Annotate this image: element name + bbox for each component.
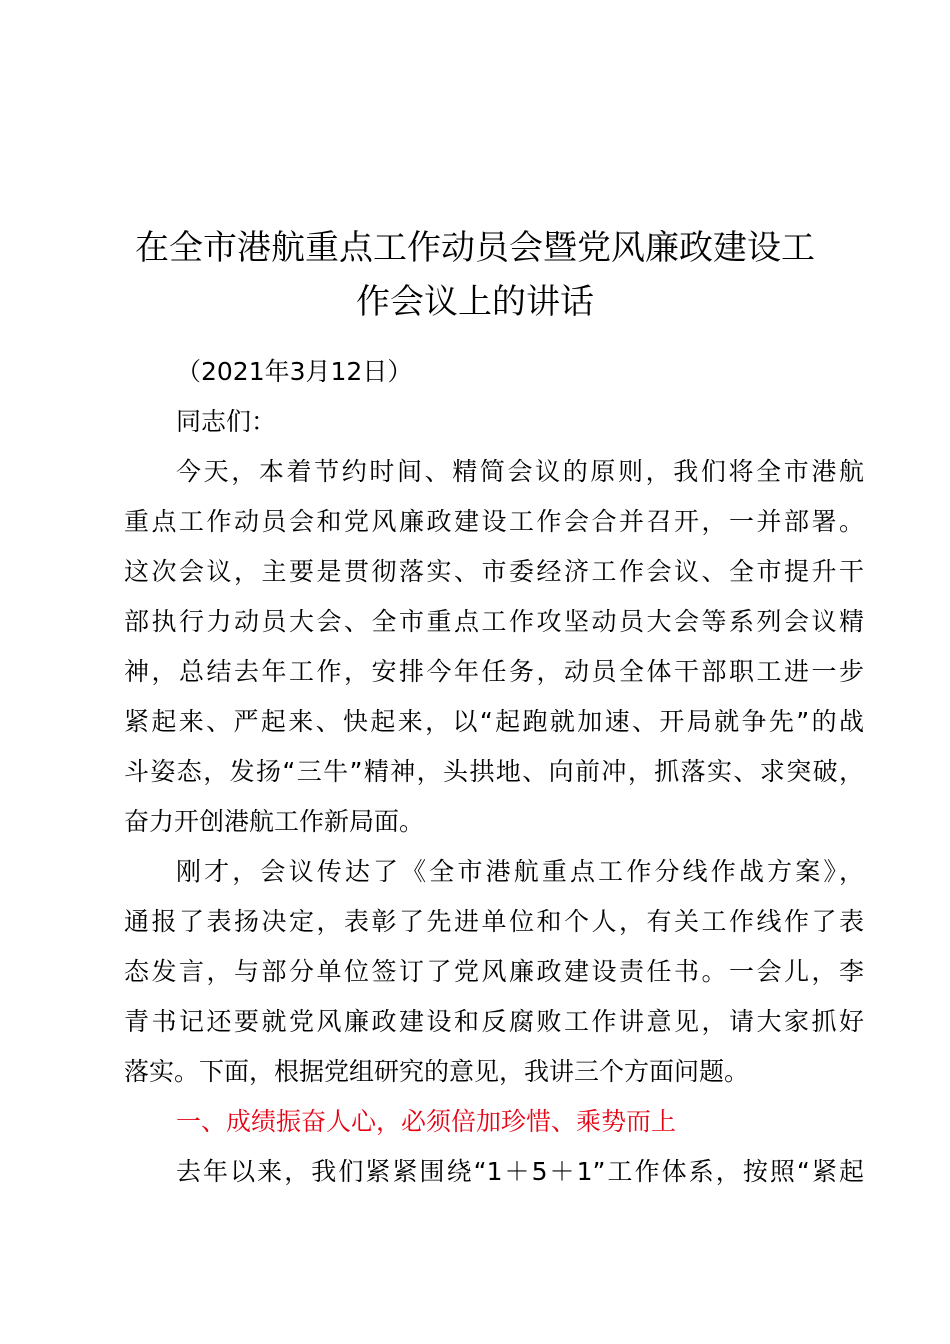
paragraph-3-line: 去年以来，我们紧紧围绕“1＋5＋1”工作体系，按照“紧起	[176, 1157, 864, 1186]
paragraph-1-line: 紧起来、严起来、快起来，以“起跑就加速、开局就争先”的战	[124, 707, 864, 736]
paragraph-2-line: 态发言，与部分单位签订了党风廉政建设责任书。一会儿，李	[124, 957, 864, 986]
paragraph-1-line: 部执行力动员大会、全市重点工作攻坚动员大会等系列会议精	[124, 607, 864, 636]
document-title-line-1: 在全市港航重点工作动员会暨党风廉政建设工	[135, 228, 815, 268]
section-heading: 一、成绩振奋人心，必须倍加珍惜、乘势而上	[176, 1107, 677, 1136]
paragraph-1-line: 神，总结去年工作，安排今年任务，动员全体干部职工进一步	[124, 657, 864, 686]
paragraph-2-line: 刚才，会议传达了《全市港航重点工作分线作战方案》，	[176, 857, 864, 886]
paragraph-2-line: 通报了表扬决定，表彰了先进单位和个人，有关工作线作了表	[124, 907, 864, 936]
paragraph-2-line: 落实。下面，根据党组研究的意见，我讲三个方面问题。	[124, 1057, 750, 1086]
paragraph-1-line: 奋力开创港航工作新局面。	[124, 807, 425, 836]
paragraph-1-line: 斗姿态，发扬“三牛”精神，头拱地、向前冲，抓落实、求突破，	[124, 757, 864, 786]
paragraph-1-line: 重点工作动员会和党风廉政建设工作会合并召开，一并部署。	[124, 507, 864, 536]
document-date: （2021年3月12日）	[176, 357, 413, 386]
paragraph-1-line: 今天，本着节约时间、精简会议的原则，我们将全市港航	[176, 457, 864, 486]
paragraph-1-line: 这次会议，主要是贯彻落实、市委经济工作会议、全市提升干	[124, 557, 864, 586]
document-salutation: 同志们：	[176, 407, 277, 436]
paragraph-2-line: 青书记还要就党风廉政建设和反腐败工作讲意见，请大家抓好	[124, 1007, 864, 1036]
document-title-line-2: 作会议上的讲话	[356, 282, 594, 322]
